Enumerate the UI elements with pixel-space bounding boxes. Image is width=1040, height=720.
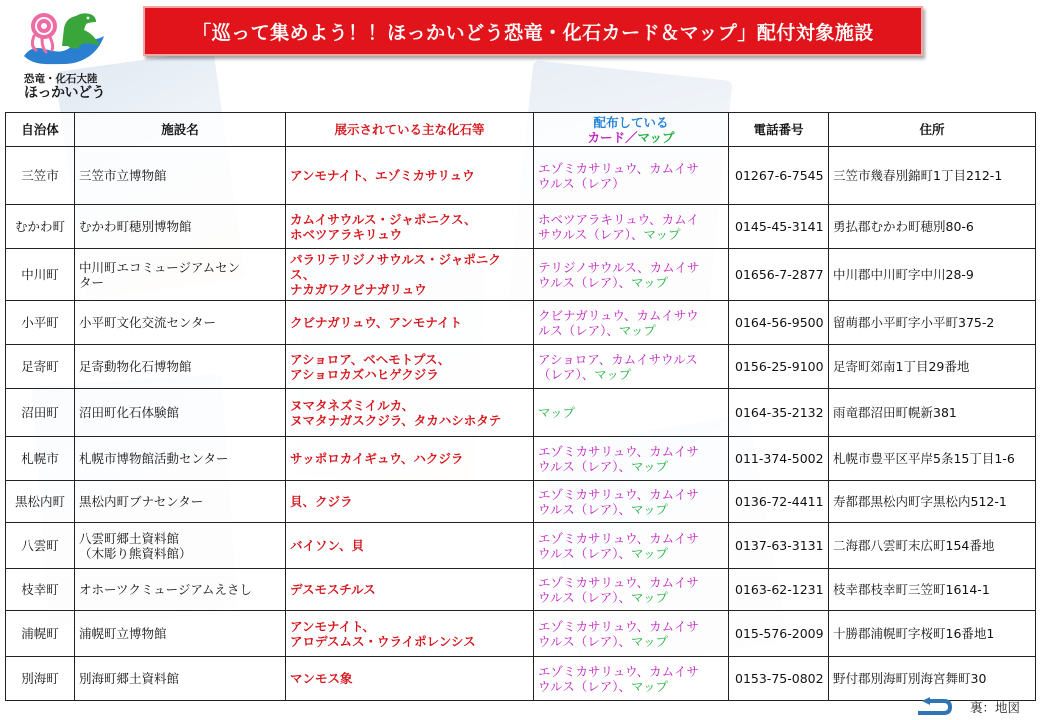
facility-cell [75,481,286,523]
address-cell [829,389,1036,437]
distribution-cell [534,611,729,657]
map-text: マップ [631,545,669,561]
municipality-text: むかわ町 [14,219,65,234]
fossils-text: アショロア、ベヘモトプス、 [290,351,451,367]
phone-cell [729,301,829,345]
fossils-text: 貝、クジラ [290,494,353,509]
phone-cell [729,389,829,437]
distribution-cell [534,481,729,523]
distribution-cell [534,301,729,345]
address-text: 雨竜郡沼田町幌新381 [833,405,957,420]
municipality-text: 浦幌町 [21,626,59,641]
distribution-line2 [538,323,724,338]
table-row [6,389,1036,437]
fossils-text-line2: ヌマタナガスクジラ、タカハシホタテ [290,412,502,428]
distribution-line2 [538,590,724,605]
map-text: マップ [538,405,576,420]
fossils-cell [286,205,534,249]
facility-cell [75,611,286,657]
fossils-text: パラリテリジノサウルス・ジャポニク [290,252,501,267]
address-cell [829,523,1036,569]
card-text: テリジノサウルス、カムイサ [538,259,700,275]
distribution-cell [534,249,729,301]
municipality-text: 札幌市 [21,451,59,466]
return-arrow-icon[interactable] [914,697,954,717]
card-text: エゾミカサリュウ、カムイサ [538,574,699,590]
facility-table-container [5,112,1035,701]
fossils-text: ヌマタネズミイルカ、 [290,397,415,413]
address-text: 三笠市幾春別錦町1丁目212-1 [833,168,1003,183]
address-cell [829,437,1036,481]
phone-cell [729,249,829,301]
distribution-cell [534,205,729,249]
card-text-line2: ウルス（レア）、 [538,678,632,694]
fossils-cell [286,301,534,345]
distribution-cell [534,657,729,701]
phone-cell [729,205,829,249]
header-municipality: 自治体 [6,113,75,147]
facility-name: 八雲町郷土資料館 [79,530,180,546]
address-cell [829,657,1036,701]
phone-number: 011-374-5002 [735,451,824,466]
card-text-line2: ルス（レア）、 [538,322,619,338]
logo-text [24,74,124,101]
fossils-cell [286,437,534,481]
card-text: クビナガリュウ、カムイサウ [538,307,699,323]
header-fossils: 展示されている主な化石等 [286,113,534,147]
logo-line-2: ほっかいどう [24,84,105,101]
header-address: 住所 [829,113,1036,147]
header-distribution [534,113,729,147]
page-title: 「巡って集めよう！！ほっかいどう恐竜・化石カード＆マップ」配付対象施設 [192,21,874,44]
distribution-line2 [538,502,724,517]
facility-name: オホーツクミュージアムえさし [79,582,253,597]
facility-name: 浦幌町立博物館 [79,626,167,641]
municipality-cell [6,523,75,569]
municipality-text: 足寄町 [21,359,59,374]
phone-cell [729,523,829,569]
table-row [6,437,1036,481]
fossils-text: マンモス象 [290,671,353,686]
footer [914,697,1020,717]
address-cell [829,569,1036,611]
fossils-text-line2: アロデスムス・ウライポレンシス [290,633,476,649]
phone-cell [729,481,829,523]
municipality-cell [6,249,75,301]
card-text-line2: ウルス（レア）、 [538,633,632,649]
facility-cell [75,523,286,569]
phone-cell [729,657,829,701]
fossils-text: カムイサウルス・ジャポニクス、 [290,211,477,227]
facility-name: 三笠市立博物館 [79,168,167,183]
municipality-cell [6,657,75,701]
fossils-text-line2: アショロカズハヒゲクジラ [290,366,439,382]
table-row [6,481,1036,523]
facility-table [5,112,1036,701]
fossils-cell [286,569,534,611]
table-row [6,345,1036,389]
fossils-cell [286,147,534,205]
facility-cell [75,249,286,301]
map-text: マップ [594,366,632,382]
table-row [6,611,1036,657]
facility-name: むかわ町穂別博物館 [79,219,192,234]
card-text-line2: ウルス（レア） [538,175,625,191]
distribution-line2 [538,634,724,649]
fossils-text: バイソン、貝 [290,538,365,553]
municipality-text: 三笠市 [21,168,59,183]
map-text: マップ [631,633,669,649]
facility-cell [75,569,286,611]
facility-name-line2: ター [79,274,105,290]
facility-name: 足寄動物化石博物館 [79,359,192,374]
address-cell [829,345,1036,389]
phone-cell [729,611,829,657]
address-text: 枝幸郡枝幸町三笠町1614-1 [833,582,990,597]
facility-name: 黒松内町ブナセンター [79,494,204,509]
table-row [6,205,1036,249]
card-text: エゾミカサリュウ、カムイサ [538,443,699,459]
fossils-text-line3: ナカガワクビナガリュウ [290,282,427,297]
address-cell [829,611,1036,657]
address-text: 寿都郡黒松内町字黒松内512-1 [833,494,1007,509]
distribution-line2 [538,546,724,561]
phone-number: 0145-45-3141 [735,219,824,234]
municipality-text: 黒松内町 [14,494,65,509]
fossils-text: アンモナイト、 [290,618,376,634]
phone-number: 0156-25-9100 [735,359,824,374]
card-text: エゾミカサリュウ、カムイサ [538,530,699,546]
distribution-line2 [538,459,724,474]
card-text: アショロア、カムイサウルス [538,351,698,367]
card-text-line2: ウルス（レア）、 [538,458,632,474]
distribution-cell [534,569,729,611]
municipality-cell [6,345,75,389]
phone-number: 01267-6-7545 [735,168,824,183]
fossils-text: アンモナイト、エゾミカサリュウ [290,168,475,183]
card-text-line2: （レア）、 [538,366,595,382]
fossils-cell [286,523,534,569]
table-row [6,249,1036,301]
table-row [6,523,1036,569]
map-text: マップ [643,226,681,242]
fossils-cell [286,657,534,701]
table-header-row [6,113,1036,147]
header-distribution-card: カード [587,129,625,145]
card-text: ホベツアラキリュウ、カムイ [538,211,699,227]
map-text: マップ [631,274,669,290]
address-text: 勇払郡むかわ町穂別80-6 [833,219,974,234]
fossils-text-line2: ス、 [290,267,316,282]
card-text: エゾミカサリュウ、カムイサ [538,618,699,634]
phone-number: 0136-72-4411 [735,494,824,509]
municipality-cell [6,389,75,437]
map-text: マップ [631,501,669,517]
facility-cell [75,301,286,345]
header-phone: 電話番号 [729,113,829,147]
address-text: 足寄町郊南1丁目29番地 [833,359,970,374]
distribution-line2 [538,405,724,420]
facility-cell [75,205,286,249]
address-text: 中川郡中川町字中川28-9 [833,267,974,282]
phone-cell [729,147,829,205]
map-text: マップ [631,458,669,474]
logo [14,6,114,102]
fossils-text: クビナガリュウ、アンモナイト [290,315,463,330]
address-text: 野付郡別海町別海宮舞町30 [833,671,987,686]
municipality-text: 小平町 [21,315,59,330]
facility-cell [75,147,286,205]
card-text-line2: ウルス（レア）、 [538,545,632,561]
fossils-cell [286,345,534,389]
municipality-cell [6,205,75,249]
facility-cell [75,345,286,389]
municipality-cell [6,437,75,481]
phone-number: 01656-7-2877 [735,267,824,282]
logo-line-1: 恐竜・化石大陸 [24,73,98,85]
map-text: マップ [631,589,669,605]
header-facility: 施設名 [75,113,286,147]
municipality-cell [6,481,75,523]
phone-number: 0137-63-3131 [735,538,824,553]
map-text: マップ [618,322,656,338]
facility-cell [75,389,286,437]
card-text: エゾミカサリュウ、カムイサ [538,160,699,176]
municipality-text: 別海町 [21,671,59,686]
fossils-text: サッポロカイギュウ、ハクジラ [290,451,464,466]
distribution-line2 [538,275,724,290]
card-text-line2: ウルス（レア）、 [538,274,632,290]
card-text: エゾミカサリュウ、カムイサ [538,486,699,502]
phone-cell [729,569,829,611]
card-text: エゾミカサリュウ、カムイサ [538,663,699,679]
distribution-cell [534,147,729,205]
header-distribution-line1: 配布している [593,114,669,130]
distribution-line2 [538,227,724,242]
address-text: 札幌市豊平区平岸5条15丁目1-6 [833,451,1015,466]
fossils-cell [286,249,534,301]
phone-number: 0153-75-0802 [735,671,824,686]
fossils-cell [286,611,534,657]
address-text: 二海郡八雲町末広町154番地 [833,538,995,553]
facility-name: 別海町郷土資料館 [79,671,180,686]
municipality-text: 枝幸町 [21,582,59,597]
header-distribution-map: マップ [637,129,675,145]
address-cell [829,205,1036,249]
table-row [6,147,1036,205]
map-text: マップ [631,678,669,694]
dinosaur-logo-icon [20,6,110,72]
table-row [6,657,1036,701]
facility-name: 札幌市博物館活動センター [79,451,229,466]
distribution-line2 [538,176,724,191]
card-text-line2: ウルス（レア）、 [538,589,632,605]
distribution-cell [534,437,729,481]
facility-name: 小平町文化交流センター [79,315,217,330]
phone-cell [729,437,829,481]
table-row [6,569,1036,611]
distribution-line2 [538,367,724,382]
title-banner [143,6,923,56]
address-text: 十勝郡浦幌町字桜町16番地1 [833,626,995,641]
fossils-text-line2: ホベツアラキリュウ [290,226,403,242]
facility-name: 中川町エコミュージアムセン [79,259,241,275]
back-map-label: 裏：地図 [969,700,1020,715]
fossils-text: デスモスチルス [290,582,376,597]
municipality-cell [6,569,75,611]
table-body [6,147,1036,701]
address-cell [829,147,1036,205]
card-text-line2: ウルス（レア）、 [538,501,632,517]
facility-name: 沼田町化石体験館 [79,405,180,420]
phone-number: 0164-56-9500 [735,315,824,330]
fossils-cell [286,481,534,523]
card-text-line2: サウルス（レア）、 [538,226,644,242]
municipality-cell [6,147,75,205]
header-distribution-sep: ／ [624,129,638,145]
phone-number: 0163-62-1231 [735,582,824,597]
distribution-cell [534,389,729,437]
distribution-cell [534,345,729,389]
municipality-cell [6,611,75,657]
fossils-cell [286,389,534,437]
distribution-line2 [538,679,724,694]
phone-number: 015-576-2009 [735,626,824,641]
address-cell [829,301,1036,345]
phone-cell [729,345,829,389]
municipality-text: 八雲町 [21,538,59,553]
facility-cell [75,437,286,481]
address-cell [829,249,1036,301]
facility-cell [75,657,286,701]
address-cell [829,481,1036,523]
phone-number: 0164-35-2132 [735,405,824,420]
municipality-text: 沼田町 [21,405,59,420]
address-text: 留萌郡小平町字小平町375-2 [833,315,995,330]
table-row [6,301,1036,345]
municipality-text: 中川町 [21,267,59,282]
municipality-cell [6,301,75,345]
facility-name-line2: （木彫り熊資料館） [79,545,192,561]
distribution-cell [534,523,729,569]
